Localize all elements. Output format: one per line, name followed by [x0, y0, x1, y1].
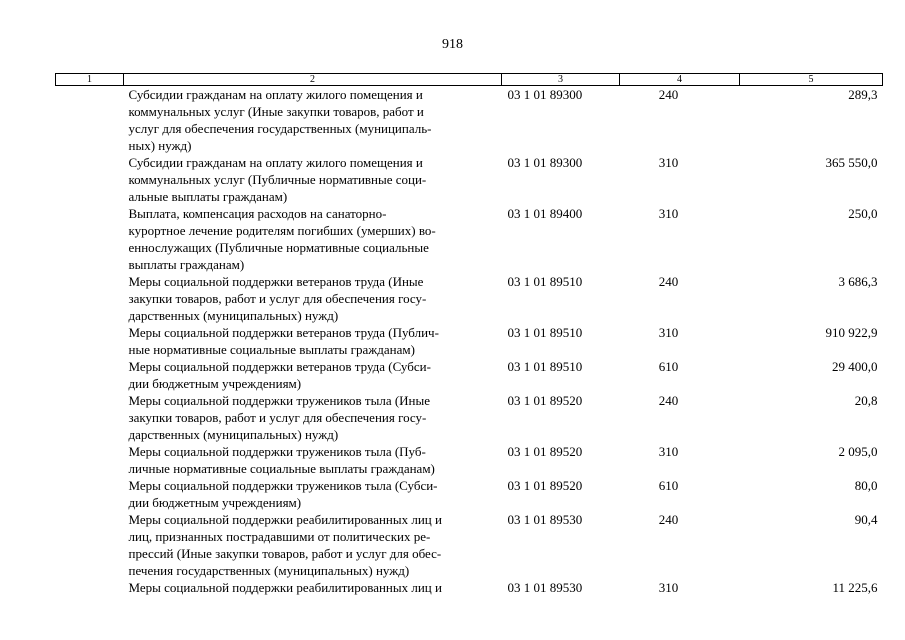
row-index-cell: [56, 392, 124, 443]
row-index-cell: [56, 579, 124, 596]
description-line: коммунальных услуг (Иные закупки товаров, работ и: [128, 104, 424, 119]
expense-description: [124, 86, 502, 155]
expense-description: [124, 358, 502, 392]
expense-type-code: 240: [658, 274, 679, 289]
target-article-code: 03 1 01 89510: [507, 359, 583, 374]
target-article-code: 03 1 01 89520: [507, 393, 583, 408]
row-index-cell: [56, 154, 124, 205]
description-line: Меры социальной поддержки реабилитированных лиц и: [128, 580, 442, 595]
expense-type-code: 310: [658, 325, 679, 340]
expense-type-code: 310: [658, 444, 679, 459]
amount-value: 365 550,0: [825, 155, 878, 170]
target-article-code: 03 1 01 89400: [507, 206, 583, 221]
expense-type-code: 240: [658, 87, 679, 102]
expense-description: [124, 579, 502, 596]
target-article-code: 03 1 01 89530: [507, 580, 583, 595]
description-line: лиц, признанных пострадавшими от политических ре-: [128, 529, 431, 544]
row-index-cell: [56, 86, 124, 155]
expense-description: [124, 154, 502, 205]
description-line: Меры социальной поддержки ветеранов труда (Публич-: [128, 325, 439, 340]
expense-description: [124, 477, 502, 511]
description-line: Меры социальной поддержки тружеников тыла (Субси-: [128, 478, 438, 493]
description-line: дарственных (муниципальных) нужд): [128, 308, 339, 323]
table-row: [56, 443, 883, 477]
row-index-cell: [56, 205, 124, 273]
description-line: еннослужащих (Публичные нормативные социальные: [128, 240, 429, 255]
table-row: [56, 477, 883, 511]
amount-value: 80,0: [854, 478, 878, 493]
description-line: альные выплаты гражданам): [128, 189, 288, 204]
description-line: ных) нужд): [128, 138, 192, 153]
table-row: [56, 86, 883, 155]
amount-value: 2 095,0: [838, 444, 878, 459]
table-row: [56, 154, 883, 205]
amount-value: 11 225,6: [832, 580, 878, 595]
amount-value: 90,4: [854, 512, 878, 527]
page-number: 918: [442, 37, 463, 52]
description-line: Выплата, компенсация расходов на санаторно-: [128, 206, 387, 221]
description-line: Меры социальной поддержки ветеранов труда (Субси-: [128, 359, 431, 374]
expense-type-code: 610: [658, 359, 679, 374]
description-line: Меры социальной поддержки реабилитированных лиц и: [128, 512, 442, 527]
row-index-cell: [56, 511, 124, 579]
expense-type-code: 310: [658, 580, 679, 595]
expense-description: [124, 205, 502, 273]
expense-type-code: 610: [658, 478, 679, 493]
budget-table-container: [55, 73, 882, 596]
description-line: дарственных (муниципальных) нужд): [128, 427, 339, 442]
header-col-4: 4: [620, 74, 740, 86]
table-row: [56, 579, 883, 596]
target-article-code: 03 1 01 89520: [507, 444, 583, 459]
table-row: [56, 358, 883, 392]
target-article-code: 03 1 01 89510: [507, 274, 583, 289]
expense-type-code: 240: [658, 512, 679, 527]
amount-value: 3 686,3: [838, 274, 878, 289]
header-col-2: 2: [124, 74, 502, 86]
amount-value: 250,0: [848, 206, 878, 221]
target-article-code: 03 1 01 89300: [507, 87, 583, 102]
description-line: Субсидии гражданам на оплату жилого помещения и: [128, 155, 423, 170]
amount-value: 20,8: [854, 393, 878, 408]
amount-value: 289,3: [848, 87, 878, 102]
description-line: ные нормативные социальные выплаты гражданам): [128, 342, 415, 357]
header-col-3: 3: [502, 74, 620, 86]
table-body: [56, 86, 883, 597]
description-line: Меры социальной поддержки тружеников тыла (Пуб-: [128, 444, 426, 459]
expense-description: [124, 511, 502, 579]
target-article-code: 03 1 01 89510: [507, 325, 583, 340]
header-col-5: 5: [740, 74, 883, 86]
table-header: [56, 74, 883, 86]
amount-value: 29 400,0: [832, 359, 878, 374]
target-article-code: 03 1 01 89530: [507, 512, 583, 527]
description-line: дии бюджетным учреждениям): [128, 376, 302, 391]
expense-description: [124, 273, 502, 324]
description-line: Меры социальной поддержки тружеников тыла (Иные: [128, 393, 431, 408]
table-row: [56, 324, 883, 358]
expense-type-code: 240: [658, 393, 679, 408]
row-index-cell: [56, 443, 124, 477]
expense-description: [124, 443, 502, 477]
row-index-cell: [56, 273, 124, 324]
description-line: закупки товаров, работ и услуг для обеспечения госу-: [128, 410, 427, 425]
description-line: печения государственных (муниципальных) нужд): [128, 563, 410, 578]
row-index-cell: [56, 358, 124, 392]
description-line: прессий (Иные закупки товаров, работ и услуг для обес-: [128, 546, 442, 561]
description-line: закупки товаров, работ и услуг для обеспечения госу-: [128, 291, 427, 306]
description-line: курортное лечение родителям погибших (умерших) во-: [128, 223, 436, 238]
description-line: дии бюджетным учреждениям): [128, 495, 302, 510]
table-row: [56, 392, 883, 443]
table-row: [56, 511, 883, 579]
expense-description: [124, 324, 502, 358]
description-line: личные нормативные социальные выплаты гражданам): [128, 461, 435, 476]
header-row: [56, 74, 883, 86]
table-row: [56, 273, 883, 324]
expense-description: [124, 392, 502, 443]
description-line: Меры социальной поддержки ветеранов труда (Иные: [128, 274, 424, 289]
budget-table: [55, 73, 883, 596]
description-line: услуг для обеспечения государственных (муниципаль-: [128, 121, 432, 136]
row-index-cell: [56, 477, 124, 511]
expense-type-code: 310: [658, 155, 679, 170]
target-article-code: 03 1 01 89520: [507, 478, 583, 493]
table-row: [56, 205, 883, 273]
description-line: коммунальных услуг (Публичные нормативные соци-: [128, 172, 427, 187]
amount-value: 910 922,9: [825, 325, 878, 340]
target-article-code: 03 1 01 89300: [507, 155, 583, 170]
header-col-1: 1: [56, 74, 124, 86]
description-line: выплаты гражданам): [128, 257, 245, 272]
expense-type-code: 310: [658, 206, 679, 221]
description-line: Субсидии гражданам на оплату жилого помещения и: [128, 87, 423, 102]
row-index-cell: [56, 324, 124, 358]
